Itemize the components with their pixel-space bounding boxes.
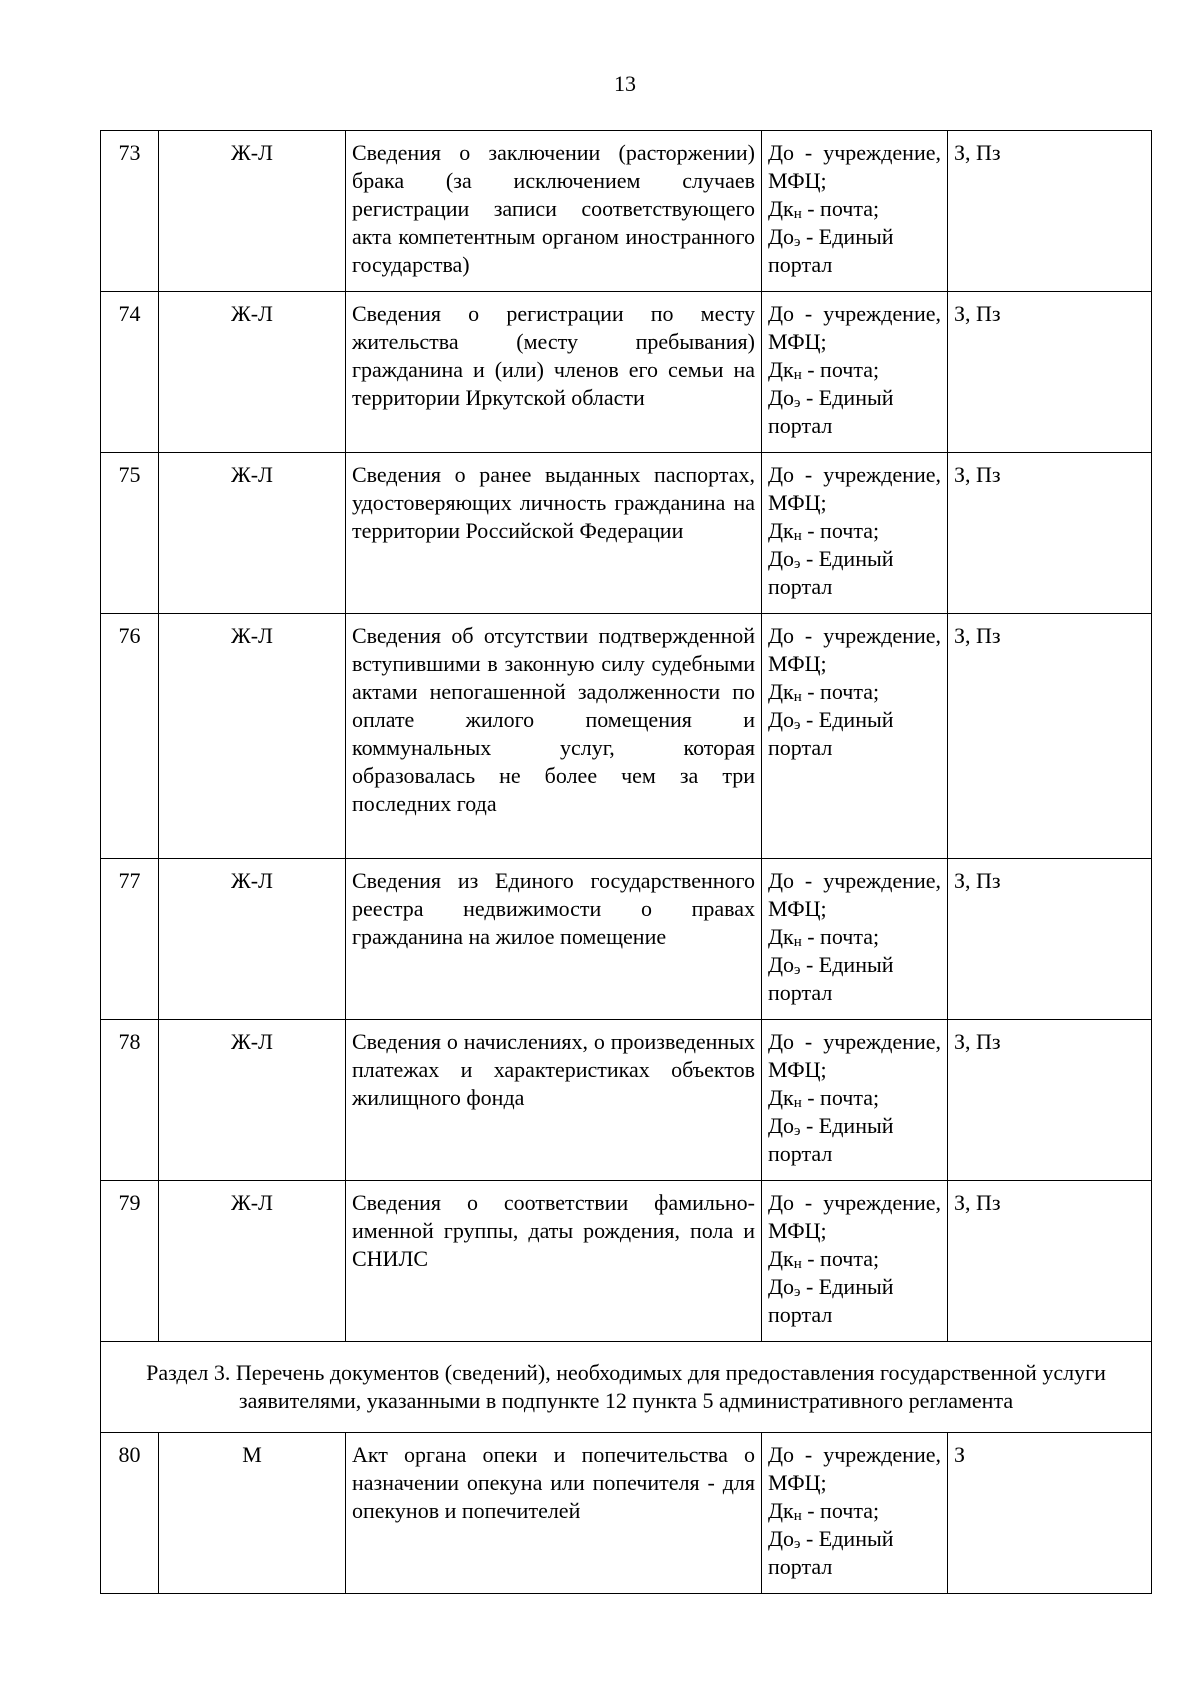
- method-line-1: До - учреждение, МФЦ;: [768, 623, 941, 676]
- method-line-2: $Дк_н$ - почта;: [768, 196, 880, 222]
- row-document-type: З, Пз: [948, 614, 1152, 859]
- row-document-type: З, Пз: [948, 292, 1152, 453]
- table-row: [101, 1181, 1152, 1342]
- row-document-type: З, Пз: [948, 131, 1152, 292]
- row-document-type: З, Пз: [948, 859, 1152, 1020]
- row-code: Ж-Л: [159, 614, 346, 859]
- method-line-3: $До_э$ - Единый портал: [768, 1274, 894, 1327]
- method-line-1: До - учреждение, МФЦ;: [768, 301, 941, 354]
- method-line-3: $До_э$ - Единый портал: [768, 1113, 894, 1166]
- method-line-2: $Дк_н$ - почта;: [768, 357, 880, 383]
- row-number: 75: [101, 453, 159, 614]
- method-line-3: $До_э$ - Единый портал: [768, 546, 894, 599]
- page-number: 13: [614, 71, 636, 96]
- row-number: 78: [101, 1020, 159, 1181]
- row-number: 74: [101, 292, 159, 453]
- row-submission-method: [762, 614, 948, 859]
- table-row: [101, 1020, 1152, 1181]
- row-document-type: З, Пз: [948, 1020, 1152, 1181]
- row-description: Сведения о ранее выданных паспортах, удостоверяющих личность гражданина на территории Российской Федерации: [346, 453, 762, 614]
- row-description: Акт органа опеки и попечительства о назначении опекуна или попечителя - для опекунов и попечителей: [346, 1433, 762, 1594]
- table-row: [101, 453, 1152, 614]
- method-line-3: $До_э$ - Единый портал: [768, 385, 894, 438]
- row-description: Сведения из Единого государственного реестра недвижимости о правах гражданина на жилое помещение: [346, 859, 762, 1020]
- row-code: Ж-Л: [159, 292, 346, 453]
- row-number: 73: [101, 131, 159, 292]
- row-document-type: З: [948, 1433, 1152, 1594]
- method-line-2: $Дк_н$ - почта;: [768, 518, 880, 544]
- row-code: Ж-Л: [159, 453, 346, 614]
- row-document-type: З, Пз: [948, 453, 1152, 614]
- method-line-2: $Дк_н$ - почта;: [768, 924, 880, 950]
- row-submission-method: [762, 859, 948, 1020]
- method-line-2: $Дк_н$ - почта;: [768, 1498, 880, 1524]
- row-submission-method: [762, 292, 948, 453]
- row-code: Ж-Л: [159, 131, 346, 292]
- row-code: М: [159, 1433, 346, 1594]
- row-submission-method: [762, 1181, 948, 1342]
- method-line-3: $До_э$ - Единый портал: [768, 224, 894, 277]
- method-line-1: До - учреждение, МФЦ;: [768, 868, 941, 921]
- table-row: [101, 292, 1152, 453]
- row-description: Сведения о начислениях, о произведенных платежах и характеристиках объектов жилищного фонда: [346, 1020, 762, 1181]
- method-line-2: $Дк_н$ - почта;: [768, 1246, 880, 1272]
- row-submission-method: [762, 131, 948, 292]
- row-number: 79: [101, 1181, 159, 1342]
- row-code: Ж-Л: [159, 859, 346, 1020]
- row-description: Сведения о заключении (расторжении) брака (за исключением случаев регистрации записи соответствующего акта компетентным органом иностранного государства): [346, 131, 762, 292]
- method-line-1: До - учреждение, МФЦ;: [768, 140, 941, 193]
- table-row: [101, 131, 1152, 292]
- row-submission-method: [762, 1020, 948, 1181]
- method-line-1: До - учреждение, МФЦ;: [768, 462, 941, 515]
- method-line-2: $Дк_н$ - почта;: [768, 1085, 880, 1111]
- section-heading-row: [101, 1342, 1152, 1433]
- documents-table: [100, 130, 1152, 1594]
- row-description: Сведения о соответствии фамильно-именной группы, даты рождения, пола и СНИЛС: [346, 1181, 762, 1342]
- method-line-3: $До_э$ - Единый портал: [768, 952, 894, 1005]
- row-number: 76: [101, 614, 159, 859]
- method-line-1: До - учреждение, МФЦ;: [768, 1442, 941, 1495]
- table-row: [101, 1433, 1152, 1594]
- row-description: Сведения об отсутствии подтвержденной вступившими в законную силу судебными актами непогашенной задолженности по оплате жилого помещения и коммунальных услуг, которая образовалась не более чем за три последних года: [346, 614, 762, 859]
- row-number: 77: [101, 859, 159, 1020]
- method-line-1: До - учреждение, МФЦ;: [768, 1029, 941, 1082]
- table-row: [101, 614, 1152, 859]
- method-line-2: $Дк_н$ - почта;: [768, 679, 880, 705]
- table-row: [101, 859, 1152, 1020]
- row-code: Ж-Л: [159, 1181, 346, 1342]
- row-code: Ж-Л: [159, 1020, 346, 1181]
- method-line-3: $До_э$ - Единый портал: [768, 707, 894, 760]
- section-heading: Раздел 3. Перечень документов (сведений), необходимых для предоставления государственной услуги заявителями, указанными в подпункте 12 пункта 5 административного регламента: [101, 1342, 1152, 1433]
- row-submission-method: [762, 1433, 948, 1594]
- row-document-type: З, Пз: [948, 1181, 1152, 1342]
- method-line-1: До - учреждение, МФЦ;: [768, 1190, 941, 1243]
- row-description: Сведения о регистрации по месту жительства (месту пребывания) гражданина и (или) членов его семьи на территории Иркутской области: [346, 292, 762, 453]
- row-submission-method: [762, 453, 948, 614]
- method-line-3: $До_э$ - Единый портал: [768, 1526, 894, 1579]
- row-number: 80: [101, 1433, 159, 1594]
